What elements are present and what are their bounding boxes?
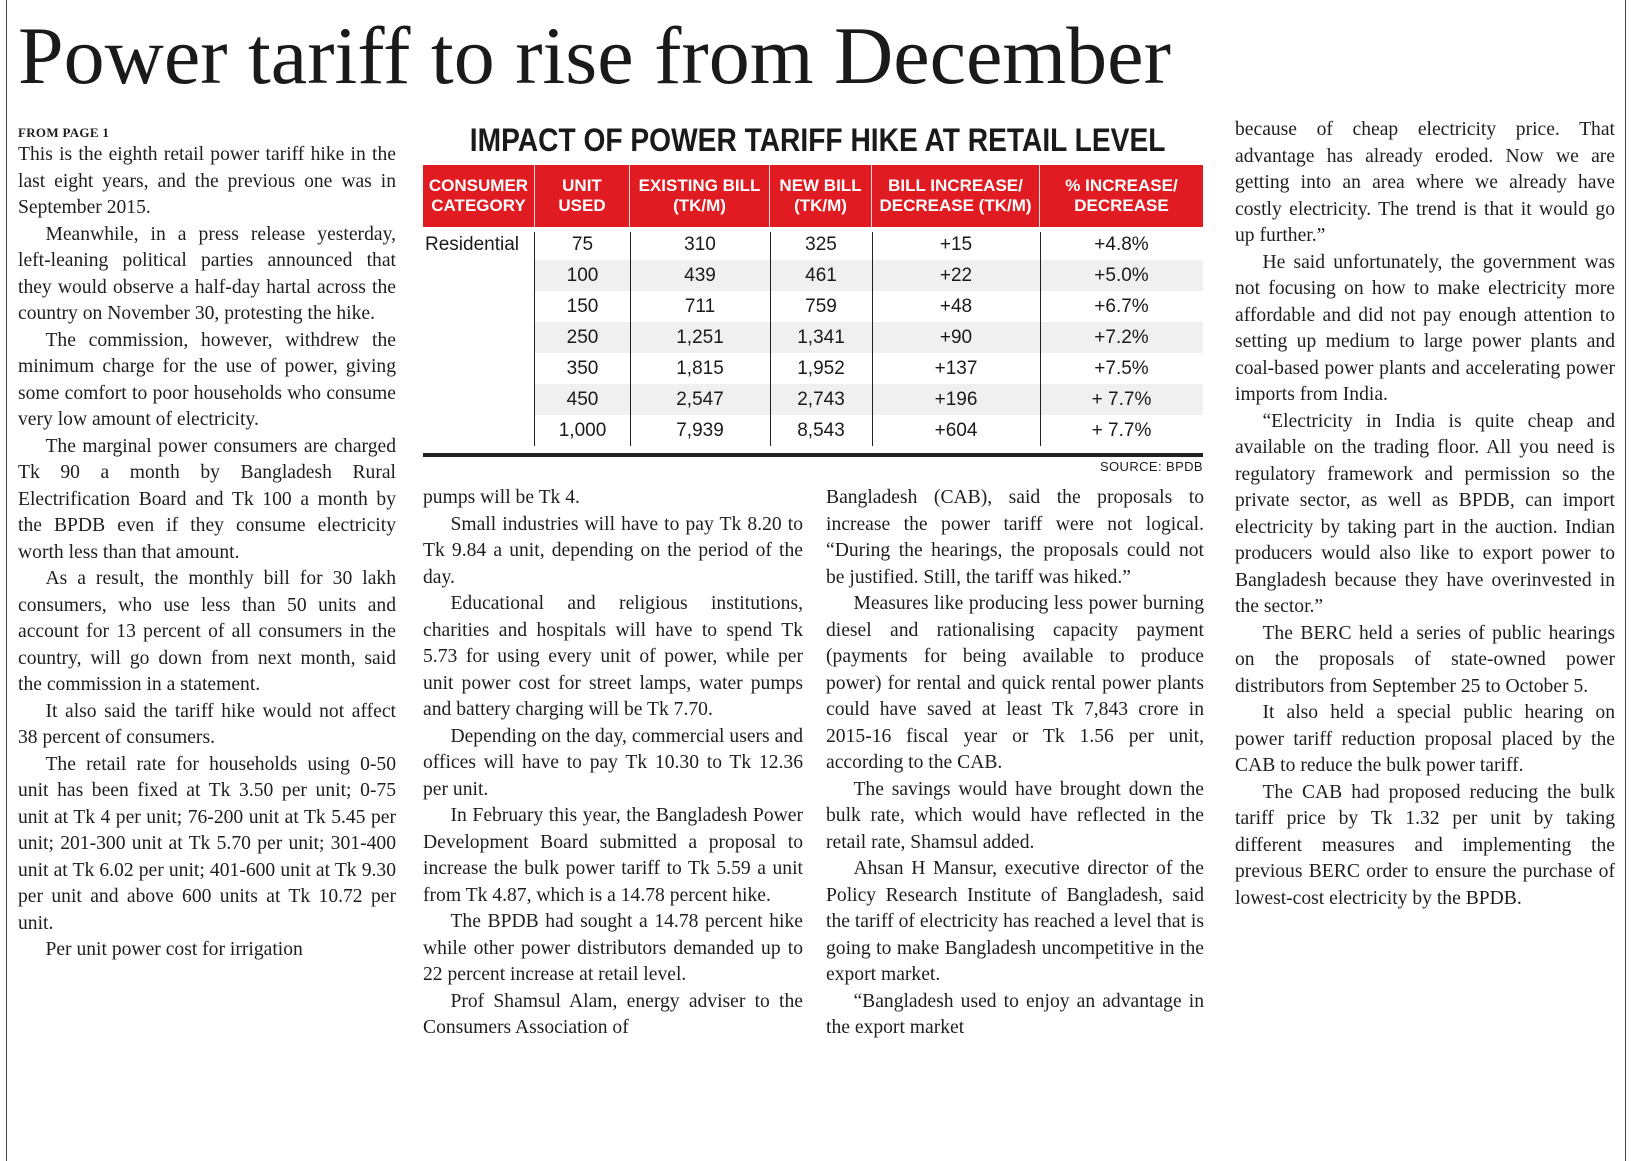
right-column-rule <box>1625 0 1626 1161</box>
article-column-1 <box>18 125 396 964</box>
paragraph: He said unfortunately, the government was not focusing on how to make electricity more affordable and did not pay enough attention to setting up medium to large power plants and coal-based power plants and accelerating power imports from India. <box>1235 251 1615 405</box>
paragraph: The BERC held a series of public hearings on the proposals of state-owned power distributors from September 25 to October 5. <box>1235 622 1615 697</box>
cell-bill-change: +137 <box>934 357 978 379</box>
cell-category <box>423 260 535 291</box>
paragraph: Meanwhile, in a press release yesterday, left-leaning political parties announced that they would observe a half-day hartal across the country on November 30, protesting the hike. <box>18 223 396 324</box>
table-header <box>423 165 1203 227</box>
paragraph: pumps will be Tk 4. <box>423 487 580 508</box>
paragraph: The retail rate for households using 0-50 unit has been fixed at Tk 3.50 per unit; 0-75 unit at Tk 4 per unit; 76-200 unit at Tk 5.45 per unit; 201-300 unit at Tk 5.70 per unit; 301-400 unit at Tk 6.02 per unit; 401-600 unit at Tk 9.30 per unit and above 600 units at Tk 10.72 per unit. <box>18 753 396 934</box>
cell-percent-change: +7.5% <box>1094 357 1149 379</box>
cell-percent-change: +5.0% <box>1094 264 1149 286</box>
column-divider <box>630 232 631 446</box>
paragraph: As a result, the monthly bill for 30 lakh consumers, who use less than 50 units and account for 13 percent of all consumers in the country, will go down from next month, said the commission in a statement. <box>18 568 396 695</box>
cell-new-bill: 325 <box>805 233 837 255</box>
header-new-bill: NEW BILL (TK/M) <box>770 165 872 227</box>
column-divider <box>1040 232 1041 446</box>
cell-percent-change: + 7.7% <box>1091 388 1152 410</box>
paragraph: Per unit power cost for irrigation <box>45 939 303 960</box>
cell-unit: 100 <box>566 264 599 286</box>
cell-category <box>423 291 535 322</box>
paragraph: “Electricity in India is quite cheap and available on the trading floor. All you need is regulatory framework and permission so the private sector, as well as BPDB, can import electricity by taking part in the auction. Indian producers would also like to export power to Bangladesh because they have overinvested in the sector.” <box>1235 410 1615 617</box>
header-consumer-category: CONSUMER CATEGORY <box>423 165 535 227</box>
from-page-label: FROM PAGE 1 <box>18 125 110 140</box>
cell-percent-change: +4.8% <box>1094 233 1149 255</box>
paragraph: The commission, however, withdrew the minimum charge for the use of power, giving some comfort to poor households who consume very low amount of electricity. <box>18 329 396 430</box>
cell-existing-bill: 2,547 <box>676 388 724 410</box>
cell-bill-change: +22 <box>939 264 973 286</box>
cell-new-bill: 759 <box>805 295 837 317</box>
cell-unit: 75 <box>571 233 594 255</box>
header-unit-used: UNIT USED <box>535 165 630 227</box>
cell-existing-bill: 1,251 <box>676 326 724 348</box>
table-row <box>423 291 1203 322</box>
cell-unit: 450 <box>566 388 599 410</box>
table-source: SOURCE: BPDB <box>1099 459 1203 474</box>
table-title: IMPACT OF POWER TARIFF HIKE AT RETAIL LEVEL <box>469 122 1166 158</box>
paragraph: The savings would have brought down the bulk rate, which would have reflected in the retail rate, Shamsul added. <box>826 778 1204 853</box>
paragraph: It also said the tariff hike would not affect 38 percent of consumers. <box>18 700 396 748</box>
paragraph: This is the eighth retail power tariff hike in the last eight years, and the previous one was in September 2015. <box>18 144 396 218</box>
cell-existing-bill: 711 <box>684 295 716 317</box>
cell-new-bill: 1,341 <box>797 326 845 348</box>
article-column-2 <box>423 485 803 1042</box>
paragraph: The CAB had proposed reducing the bulk tariff price by Tk 1.32 per unit by taking different measures and implementing the previous BERC order to ensure the purchase of lowest-cost electricity by the BPDB. <box>1235 781 1615 909</box>
paragraph: It also held a special public hearing on power tariff reduction proposal placed by the CAB to reduce the bulk power tariff. <box>1235 702 1615 776</box>
paragraph: because of cheap electricity price. That advantage has already eroded. Now we are getting into an area where we already have costly electricity. The trend is that it would go up further.” <box>1235 119 1615 246</box>
table-row <box>423 229 1203 260</box>
cell-unit: 350 <box>566 357 599 379</box>
cell-new-bill: 461 <box>805 264 837 286</box>
header-percent-increase: % INCREASE/ DECREASE <box>1065 176 1178 215</box>
cell-category <box>423 322 535 353</box>
cell-unit: 150 <box>566 295 599 317</box>
paragraph: The BPDB had sought a 14.78 percent hike while other power distributors demanded up to 22 percent increase at retail level. <box>423 911 803 985</box>
column-divider <box>872 232 873 446</box>
paragraph: Bangladesh (CAB), said the proposals to increase the power tariff were not logical. “During the hearings, the proposals could not be justified. Still, the tariff was hiked.” <box>826 487 1204 588</box>
cell-percent-change: + 7.7% <box>1091 419 1152 441</box>
paragraph: In February this year, the Bangladesh Power Development Board submitted a proposal to increase the bulk power tariff to Tk 5.59 a unit from Tk 4.87, which is a 14.78 percent hike. <box>423 805 803 906</box>
table-bottom-rule <box>423 453 1203 457</box>
column-divider <box>770 232 771 446</box>
paragraph: The marginal power consumers are charged Tk 90 a month by Bangladesh Rural Electrification Board and Tk 100 a month by the BPDB even if they consume electricity worth less than that amount. <box>18 435 396 563</box>
cell-unit: 250 <box>566 326 599 348</box>
cell-bill-change: +196 <box>934 388 978 410</box>
paragraph: Prof Shamsul Alam, energy adviser to the Consumers Association of <box>423 990 803 1038</box>
paragraph: Depending on the day, commercial users and offices will have to pay Tk 10.30 to Tk 12.36 per unit. <box>423 725 803 800</box>
article-column-4 <box>1235 117 1615 912</box>
cell-category <box>423 353 535 384</box>
cell-category <box>423 415 535 446</box>
cell-percent-change: +6.7% <box>1094 295 1149 317</box>
headline: Power tariff to rise from December <box>18 10 1171 101</box>
table-row <box>423 322 1203 353</box>
column-divider <box>534 232 535 446</box>
cell-bill-change: +48 <box>939 295 973 317</box>
cell-new-bill: 1,952 <box>797 357 845 379</box>
paragraph: Educational and religious institutions, charities and hospitals will have to spend Tk 5.73 for using every unit of power, while per unit power cost for street lamps, water pumps and battery charging will be Tk 7.70. <box>423 593 803 720</box>
paragraph: Ahsan H Mansur, executive director of the Policy Research Institute of Bangladesh, said the tariff of electricity has reached a level that is going to make Bangladesh uncompetitive in the export market. <box>826 858 1204 985</box>
cell-percent-change: +7.2% <box>1094 326 1149 348</box>
paragraph: “Bangladesh used to enjoy an advantage in the export market <box>826 990 1204 1038</box>
paragraph: Small industries will have to pay Tk 8.20 to Tk 9.84 a unit, depending on the period of the day. <box>423 513 803 588</box>
header-existing-bill: EXISTING BILL (TK/M) <box>630 165 770 227</box>
cell-new-bill: 8,543 <box>797 419 845 441</box>
cell-existing-bill: 439 <box>684 264 716 286</box>
paragraph: Measures like producing less power burning diesel and rationalising capacity payment (payments for being available to produce power) for rental and quick rental power plants could have saved at least Tk 7,843 crore in 2015-16 fiscal year or Tk 1.56 per unit, according to the CAB. <box>826 593 1204 773</box>
cell-bill-change: +604 <box>934 419 978 441</box>
cell-existing-bill: 1,815 <box>676 357 724 379</box>
cell-new-bill: 2,743 <box>797 388 845 410</box>
cell-category <box>423 384 535 415</box>
table-row <box>423 415 1203 446</box>
article-column-3 <box>826 485 1204 1042</box>
cell-bill-change: +90 <box>939 326 973 348</box>
left-column-rule <box>6 0 7 1161</box>
cell-bill-change: +15 <box>939 233 973 255</box>
table-row <box>423 353 1203 384</box>
cell-unit: 1,000 <box>558 419 607 441</box>
header-bill-increase: BILL INCREASE/ DECREASE (TK/M) <box>872 165 1040 227</box>
cell-category: Residential <box>425 233 519 255</box>
table-row <box>423 260 1203 291</box>
table-body <box>423 229 1203 451</box>
table-row <box>423 384 1203 415</box>
cell-existing-bill: 7,939 <box>676 419 724 441</box>
cell-existing-bill: 310 <box>684 233 716 255</box>
